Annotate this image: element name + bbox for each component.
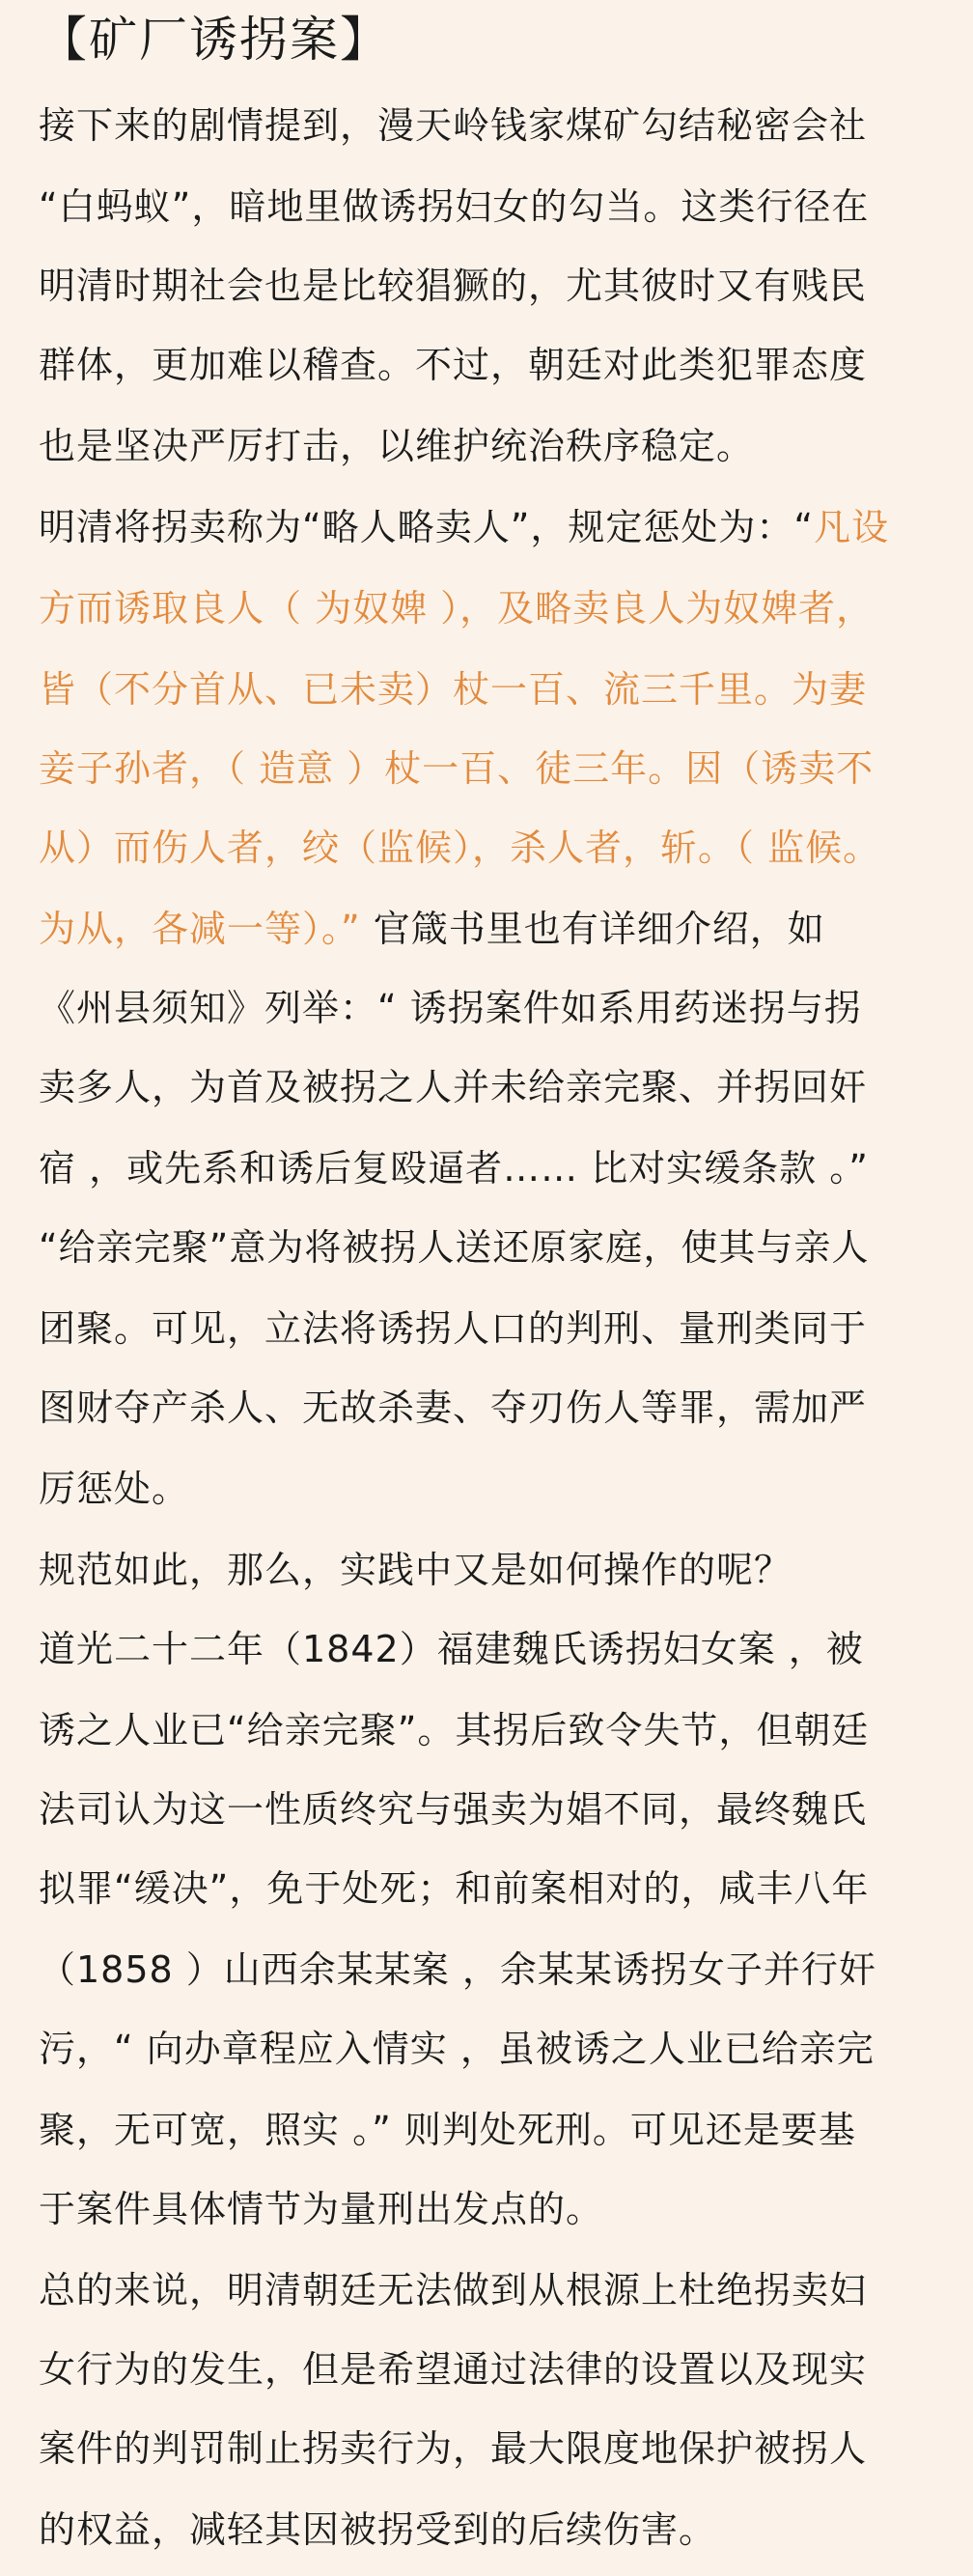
text-line [39, 1062, 867, 1112]
text-line [39, 983, 862, 1033]
text-line [39, 1784, 867, 1834]
body-text: 接下来的剧情提到，漫天岭钱家煤矿勾结秘密会社 [39, 104, 868, 147]
body-text: 道光二十二年（1842）福建魏氏诱拐妇女案 ，被 [39, 1628, 864, 1670]
text-line [39, 1222, 869, 1273]
text-line [39, 823, 880, 873]
body-text: 明清将拐卖称为“略人略卖人”，规定惩处为：“ [39, 506, 815, 548]
text-line [39, 1143, 869, 1193]
quoted-law-text: 凡设 [814, 506, 890, 548]
text-line [39, 261, 867, 311]
body-text: 总的来说，明清朝廷无法做到从根源上杜绝拐卖妇 [39, 2269, 868, 2311]
body-text: 明清时期社会也是比较猖獗的，尤其彼时又有贱民 [39, 265, 868, 307]
text-line [39, 100, 867, 151]
text-line [39, 421, 754, 471]
quoted-law-text: 为从，各减一等）。” [39, 908, 361, 950]
body-text: 于案件具体情节为量刑出发点的。 [39, 2188, 604, 2230]
body-text: 宿 ，或先系和诱后复殴逼者…… 比对实缓条款 。” [39, 1147, 869, 1190]
body-text: 团聚。可见，立法将诱拐人口的判刑、量刑类同于 [39, 1307, 868, 1350]
text-line [39, 1863, 869, 1914]
text-line [39, 2423, 867, 2474]
text-line [39, 1303, 867, 1354]
body-text: 图财夺产杀人、无故杀妻、夺刃伤人等罪，需加严 [39, 1386, 868, 1429]
text-line [39, 1624, 864, 1674]
body-text: 女行为的发生，但是希望通过法律的设置以及现实 [39, 2348, 868, 2391]
body-text: 卖多人，为首及被拐之人并未给亲完聚、并拐回奸 [39, 1066, 868, 1108]
quoted-law-text: 方而诱取良人（ 为奴婢 ），及略卖良人为奴婢者， [39, 587, 875, 630]
text-line [39, 2505, 716, 2555]
text-line [39, 664, 867, 714]
body-text: 的权益，减轻其因被拐受到的后续伤害。 [39, 2508, 717, 2551]
body-text: “白蚂蚁”，暗地里做诱拐妇女的勾当。这类行径在 [39, 185, 870, 228]
text-line [39, 1945, 876, 1995]
body-text: （1858 ）山西余某某案 ，余某某诱拐女子并行奸 [39, 1948, 876, 1991]
text-line [39, 1705, 869, 1755]
text-line [39, 340, 867, 390]
body-text: 也是坚决严厉打击，以维护统治秩序稳定。 [39, 425, 755, 467]
text-line [39, 1464, 189, 1514]
text-line [39, 2184, 603, 2234]
body-text: 群体，更加难以稽查。不过，朝廷对此类犯罪态度 [39, 344, 868, 386]
text-line [39, 502, 889, 552]
text-line [39, 583, 874, 633]
text-line [39, 2105, 856, 2155]
section-title: 【矿厂诱拐案】 [39, 12, 390, 68]
body-text: 规范如此，那么，实践中又是如何操作的呢？ [39, 1549, 792, 1591]
text-line [39, 1545, 792, 1595]
text-line [39, 182, 869, 232]
body-text: 诱之人业已“给亲完聚”。其拐后致令失节，但朝廷 [39, 1709, 870, 1751]
quoted-law-text: 从）而伤人者，绞（监候），杀人者，斩。（ 监候。 [39, 826, 881, 869]
body-text: 《州县须知》列举：“ 诱拐案件如系用药迷拐与拐 [39, 987, 862, 1029]
body-text: 案件的判罚制止拐卖行为，最大限度地保护被拐人 [39, 2427, 868, 2470]
body-text: 厉惩处。 [39, 1468, 190, 1510]
text-line [39, 2024, 875, 2074]
text-line [39, 904, 825, 954]
text-line [39, 2344, 867, 2394]
body-text: 聚，无可宽，照实 。” 则判处死刑。可见还是要基 [39, 2109, 856, 2151]
text-line [39, 1383, 867, 1433]
body-text: “给亲完聚”意为将被拐人送还原家庭，使其与亲人 [39, 1226, 870, 1269]
text-line [39, 2265, 867, 2315]
quoted-law-text: 皆（不分首从、已未卖）杖一百、流三千里。为妻 [39, 668, 868, 711]
quoted-law-text: 妾子孙者，（ 造意 ）杖一百、徒三年。因（诱卖不 [39, 747, 875, 790]
body-text: 污，“ 向办章程应入情实 ，虽被诱之人业已给亲完 [39, 2028, 875, 2070]
body-text: 拟罪“缓决”，免于处死；和前案相对的，咸丰八年 [39, 1867, 870, 1910]
text-line [39, 743, 874, 794]
body-text: 官箴书里也有详细介绍，如 [360, 908, 825, 950]
body-text: 法司认为这一性质终究与强卖为娼不同，最终魏氏 [39, 1788, 868, 1831]
